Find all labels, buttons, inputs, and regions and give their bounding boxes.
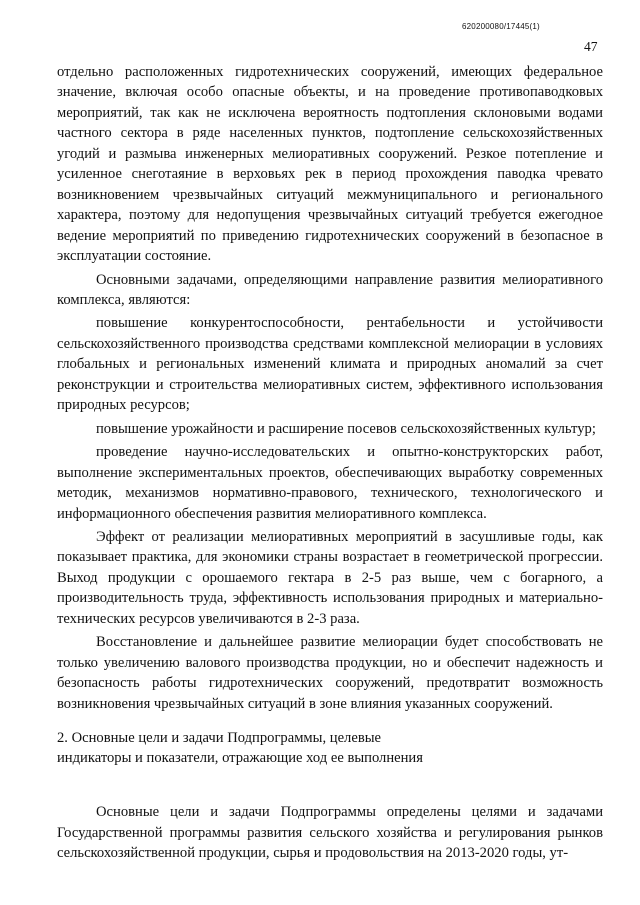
paragraph-tasks-intro: Основными задачами, определяющими направление развития мелиоративного комплекса, являются:	[57, 271, 603, 308]
document-number: 620200080/17445(1)	[462, 22, 540, 31]
paragraph-restoration: Восстановление и дальнейшее развитие мелиорации будет способствовать не только увеличению валового производства продукции, но и обеспечит надежность и безопасность работы гидротехнических сооружений, предотвратит возможность возникновения чрезвычайных ситуаций в зоне влияния указанных сооружений.	[57, 634, 603, 712]
section-heading	[57, 728, 603, 768]
paragraph-task-competitiveness: повышение конкурентоспособности, рентабельности и устойчивости сельскохозяйственного производства средствами комплексной мелиорации в условиях глобальных и региональных изменений климата и природных аномалий за счет реконструкции и строительства мелиоративных систем, эффективного использования природных ресурсов;	[57, 315, 603, 414]
section-heading-line-1: 2. Основные цели и задачи Подпрограммы, целевые	[57, 730, 381, 747]
paragraph-effect: Эффект от реализации мелиоративных мероприятий в засушливые годы, как показывает практика, для экономики страны возрастает в геометрической прогрессии. Выход продукции с орошаемого гектара в 2-5 раз выше, чем с богарного, а производительность труда, эффективность использования природных и материально-технических ресурсов увеличиваются в 2-3 раза.	[57, 528, 603, 627]
section-heading-line-2: индикаторы и показатели, отражающие ход ее выполнения	[57, 750, 423, 767]
document-body	[57, 62, 603, 866]
paragraph-continuation: отдельно расположенных гидротехнических сооружений, имеющих федеральное значение, включая особо опасные объекты, и на проведение противопаводковых мероприятий, так как не исключена вероятность подтопления склоновыми водами частного сектора в ряде населенных пунктов, подтопление сельскохозяйственных угодий и размыва инженерных мелиоративных сооружений. Резкое потепление и усиленное снеготаяние в верховьях рек в период прохождения паводка чревато возникновением чрезвычайных ситуаций межмуниципального и регионального характера, поэтому для недопущения чрезвычайных ситуаций требуется ежегодное ведение мероприятий по приведению гидротехнических сооружений в безопасное в эксплуатации состояние.	[57, 64, 603, 265]
page-number: 47	[584, 39, 598, 54]
paragraph-task-research: проведение научно-исследовательских и опытно-конструкторских работ, выполнение экспериментальных проектов, обеспечивающих выработку современных методик, механизмов нормативно-правового, технического, технологического и информационного обеспечения развития мелиоративного комплекса.	[57, 444, 603, 522]
paragraph-goals: Основные цели и задачи Подпрограммы определены целями и задачами Государственной программы развития сельского хозяйства и регулирования рынков сельскохозяйственной продукции, сырья и продовольствия на 2013-2020 годы, ут-	[57, 804, 603, 861]
paragraph-task-yield: повышение урожайности и расширение посевов сельскохозяйственных культур;	[96, 420, 596, 437]
